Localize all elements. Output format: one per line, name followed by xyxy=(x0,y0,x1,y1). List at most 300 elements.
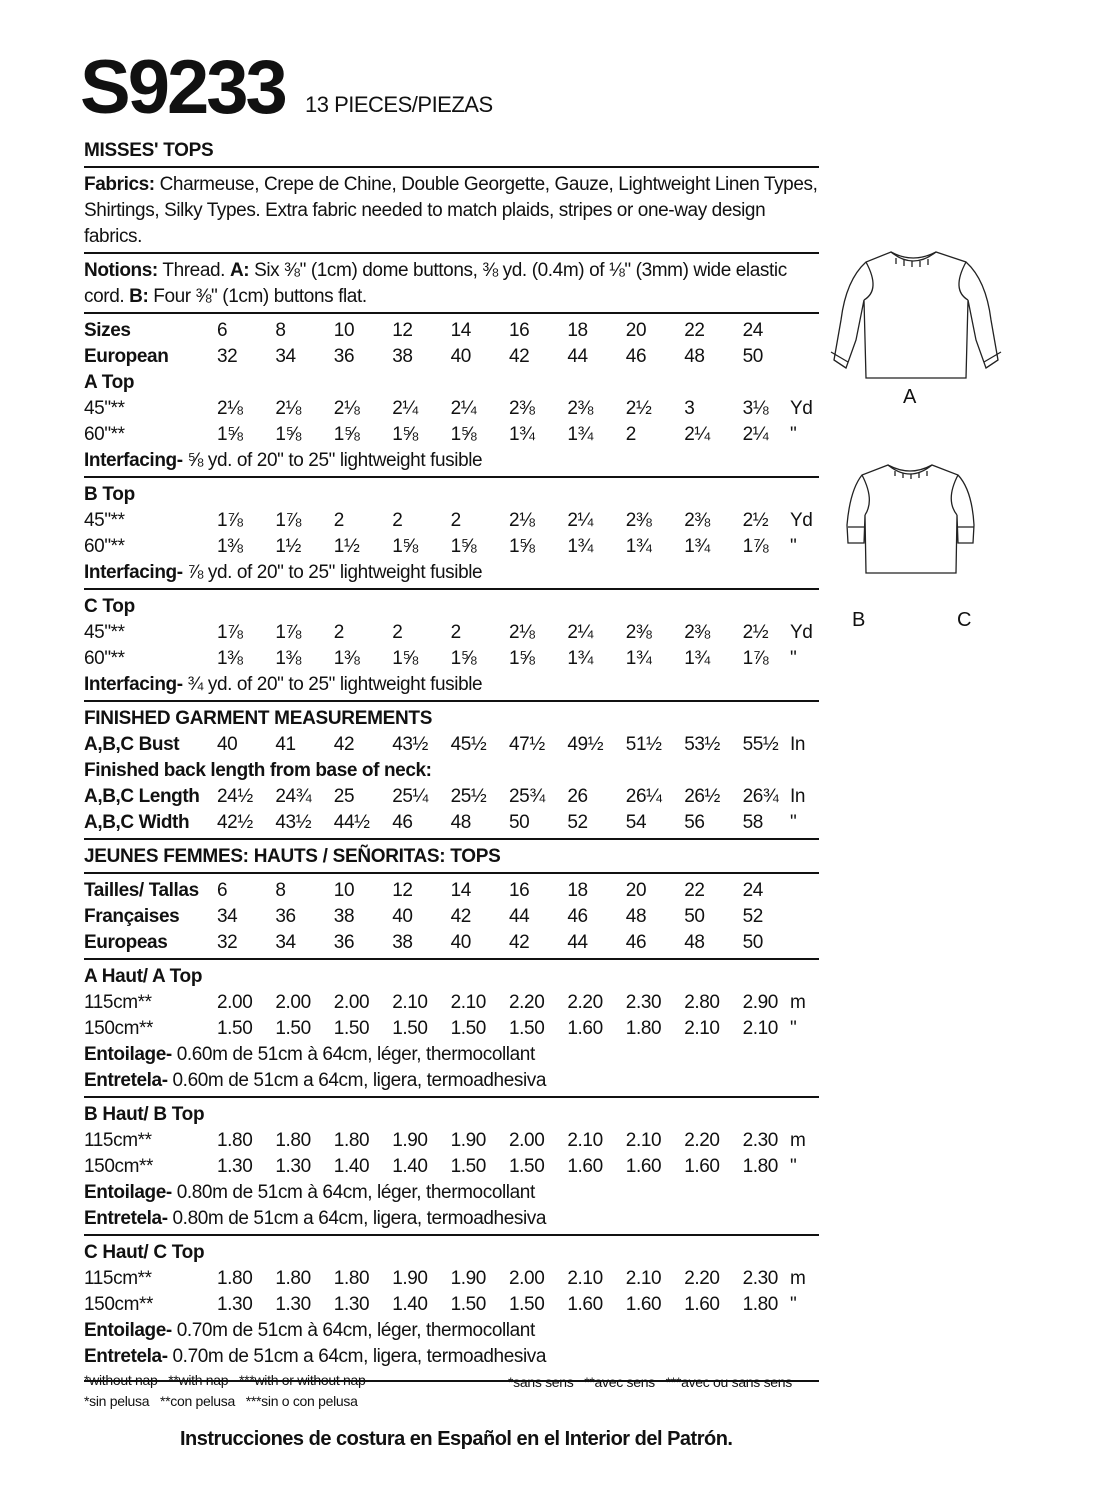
table-cell: 1⅞ xyxy=(742,648,769,669)
view-b-c-illustration xyxy=(840,455,980,580)
table-cell: 2⅛ xyxy=(509,622,535,643)
table-row xyxy=(84,810,819,836)
note-text: 0.70m de 51cm à 64cm, léger, thermocollant xyxy=(171,1320,535,1341)
table-cell: 1⅝ xyxy=(275,424,302,445)
table-cell: 1⅜ xyxy=(217,536,243,557)
view-a-label: A xyxy=(903,386,917,408)
unit-label: " xyxy=(790,812,797,833)
row-label: 45"** xyxy=(84,398,125,419)
table-cell: 50 xyxy=(742,932,763,953)
row-label: 60"** xyxy=(84,424,125,445)
table-cell: 1⅝ xyxy=(217,424,243,445)
table-cell: 1.50 xyxy=(275,1018,311,1039)
table-cell: 2⅜ xyxy=(625,622,652,643)
table-cell: 1¾ xyxy=(567,424,594,445)
divider xyxy=(84,1096,819,1098)
table-cell: 2.10 xyxy=(392,992,428,1013)
section-heading: B Top xyxy=(84,484,135,505)
table-cell: 1½ xyxy=(333,536,360,557)
table-cell: 52 xyxy=(742,906,763,927)
table-cell: 1¾ xyxy=(684,648,710,669)
table-cell: 12 xyxy=(392,320,413,341)
table-cell: 47½ xyxy=(509,734,545,755)
row-label: 45"** xyxy=(84,622,125,643)
table-cell: 51½ xyxy=(625,734,662,755)
table-cell: 1.80 xyxy=(275,1130,311,1151)
table-cell: 1¾ xyxy=(567,536,594,557)
table-cell: 2.90 xyxy=(742,992,778,1013)
table-cell: 2 xyxy=(392,622,403,643)
note-label: Entoilage- xyxy=(84,1182,172,1203)
table-cell: 1.90 xyxy=(450,1268,486,1289)
note-text: 0.80m de 51cm a 64cm, ligera, termoadhesiva xyxy=(167,1208,547,1229)
table-cell: 16 xyxy=(509,880,530,901)
table-cell: 2¼ xyxy=(450,398,477,419)
table-cell: 2.00 xyxy=(509,1268,545,1289)
notions-label: Notions: xyxy=(84,260,158,281)
table-cell: 46 xyxy=(625,932,647,953)
table-cell: 1½ xyxy=(275,536,302,557)
table-cell: 1.30 xyxy=(275,1294,311,1315)
section-heading: C Top xyxy=(84,596,135,617)
table-cell: 2⅛ xyxy=(509,510,535,531)
table-cell: 34 xyxy=(217,906,238,927)
table-cell: 48 xyxy=(625,906,647,927)
table-cell: 2.20 xyxy=(684,1130,720,1151)
table-cell: 49½ xyxy=(567,734,604,755)
table-cell: 10 xyxy=(333,880,355,901)
section-heading: B Haut/ B Top xyxy=(84,1104,205,1125)
table-cell: 1.50 xyxy=(450,1294,486,1315)
table-cell: 1.80 xyxy=(333,1268,370,1289)
table-cell: 1⅜ xyxy=(333,648,360,669)
table-cell: 52 xyxy=(567,812,588,833)
table-cell: 1.80 xyxy=(217,1130,253,1151)
table-cell: 1.40 xyxy=(333,1156,370,1177)
table-cell: 8 xyxy=(275,880,286,901)
unit-label: " xyxy=(790,1156,797,1177)
note-line xyxy=(84,1042,819,1068)
table-cell: 1.60 xyxy=(625,1294,662,1315)
unit-label: " xyxy=(790,424,797,445)
yardage-table xyxy=(84,318,819,1370)
table-cell: 1.50 xyxy=(450,1018,486,1039)
table-cell: 1.50 xyxy=(333,1018,370,1039)
note-label: Finished back length from base of neck: xyxy=(84,760,432,781)
row-label: European xyxy=(84,346,169,367)
table-cell: 1⅝ xyxy=(450,648,477,669)
table-cell: 2¼ xyxy=(567,510,594,531)
divider xyxy=(84,588,819,590)
unit-label: In xyxy=(790,734,806,755)
table-cell: 1.90 xyxy=(392,1268,428,1289)
row-label: 115cm** xyxy=(84,1130,152,1151)
view-b-label: B xyxy=(852,609,866,631)
footnote-french: *sans sens **avec sens ***avec ou sans sens xyxy=(508,1374,792,1390)
table-cell: 2.00 xyxy=(217,992,253,1013)
table-cell: 2.10 xyxy=(625,1268,662,1289)
table-cell: 6 xyxy=(217,880,228,901)
table-cell: 22 xyxy=(684,320,705,341)
notions-part: Four ⅜" (1cm) buttons flat. xyxy=(148,286,367,307)
note-line xyxy=(84,448,819,474)
footnote-spanish: *sin pelusa **con pelusa ***sin o con pelusa xyxy=(84,1393,358,1409)
unit-label: Yd xyxy=(790,510,813,531)
table-cell: 36 xyxy=(333,346,355,367)
table-cell: 1.80 xyxy=(333,1130,370,1151)
table-row xyxy=(84,344,819,370)
table-cell: 42 xyxy=(509,932,530,953)
table-row xyxy=(84,1266,819,1292)
table-cell: 2 xyxy=(450,510,461,531)
table-cell: 2.10 xyxy=(450,992,486,1013)
notions-view-a: A: xyxy=(229,260,250,281)
row-label: 45"** xyxy=(84,510,125,531)
table-cell: 10 xyxy=(333,320,355,341)
footnotes xyxy=(84,1370,819,1412)
row-label: 60"** xyxy=(84,648,125,669)
table-cell: 40 xyxy=(450,932,471,953)
table-cell: 48 xyxy=(450,812,471,833)
row-label: A,B,C Length xyxy=(84,786,200,807)
table-cell: 18 xyxy=(567,320,588,341)
table-row xyxy=(84,990,819,1016)
table-cell: 2.10 xyxy=(625,1130,662,1151)
table-cell: 1⅝ xyxy=(450,424,477,445)
note-text: 0.60m de 51cm a 64cm, ligera, termoadhesiva xyxy=(167,1070,547,1091)
row-label: Françaises xyxy=(84,906,180,927)
table-cell: 55½ xyxy=(742,734,779,755)
fabrics-list: Charmeuse, Crepe de Chine, Double Georgette, Gauze, Lightweight Linen Types, Shirtings, Silky Types. Extra fabric needed to match plaids, stripes or one-way design fabrics. xyxy=(84,174,818,247)
row-label: A,B,C Bust xyxy=(84,734,180,755)
table-cell: 42 xyxy=(509,346,530,367)
unit-label: In xyxy=(790,786,806,807)
unit-label: Yd xyxy=(790,622,813,643)
table-cell: 2.20 xyxy=(567,992,603,1013)
row-label: Sizes xyxy=(84,320,131,341)
table-cell: 44 xyxy=(567,932,588,953)
note-line xyxy=(84,672,819,698)
table-cell: 1⅝ xyxy=(333,424,360,445)
table-cell: 1⅝ xyxy=(392,424,418,445)
table-cell: 1.60 xyxy=(567,1018,603,1039)
table-cell: 1.50 xyxy=(509,1018,545,1039)
row-label: A,B,C Width xyxy=(84,812,190,833)
table-cell: 1.60 xyxy=(684,1294,720,1315)
table-cell: 2.30 xyxy=(742,1268,778,1289)
table-cell: 45½ xyxy=(450,734,487,755)
table-cell: 2½ xyxy=(742,622,769,643)
table-cell: 1⅞ xyxy=(275,510,302,531)
table-cell: 2.10 xyxy=(742,1018,778,1039)
table-cell: 50 xyxy=(684,906,705,927)
table-cell: 41 xyxy=(275,734,296,755)
table-cell: 1.30 xyxy=(217,1294,253,1315)
table-cell: 1.80 xyxy=(742,1294,778,1315)
table-cell: 2.20 xyxy=(684,1268,720,1289)
table-cell: 1⅜ xyxy=(275,648,302,669)
table-row xyxy=(84,620,819,646)
row-label: 60"** xyxy=(84,536,125,557)
table-cell: 1.50 xyxy=(217,1018,253,1039)
table-row xyxy=(84,318,819,344)
note-line xyxy=(84,1068,819,1094)
table-cell: 40 xyxy=(450,346,471,367)
table-row xyxy=(84,396,819,422)
table-cell: 25½ xyxy=(450,786,487,807)
table-cell: 1⅝ xyxy=(450,536,477,557)
table-cell: 24½ xyxy=(217,786,253,807)
table-cell: 2⅜ xyxy=(509,398,535,419)
table-cell: 25¾ xyxy=(509,786,545,807)
note-label: Interfacing- xyxy=(84,450,183,471)
table-cell: 2¼ xyxy=(742,424,769,445)
note-text: ¾ yd. of 20" to 25" lightweight fusible xyxy=(182,674,483,695)
table-cell: 36 xyxy=(275,906,296,927)
unit-label: m xyxy=(790,992,806,1013)
table-cell: 2.00 xyxy=(509,1130,545,1151)
table-cell: 38 xyxy=(333,906,355,927)
table-cell: 2.20 xyxy=(509,992,545,1013)
table-cell: 1.50 xyxy=(509,1294,545,1315)
table-cell: 58 xyxy=(742,812,763,833)
table-cell: 34 xyxy=(275,932,296,953)
note-line xyxy=(84,758,819,784)
table-cell: 42½ xyxy=(217,812,253,833)
divider xyxy=(84,166,819,168)
table-cell: 2.10 xyxy=(567,1268,603,1289)
table-cell: 26¾ xyxy=(742,786,779,807)
table-cell: 1⅞ xyxy=(217,622,243,643)
table-row xyxy=(84,646,819,672)
note-text: ⅝ yd. of 20" to 25" lightweight fusible xyxy=(182,450,483,471)
table-cell: 32 xyxy=(217,932,238,953)
unit-label: " xyxy=(790,1018,797,1039)
table-cell: 20 xyxy=(625,880,647,901)
table-cell: 1.80 xyxy=(742,1156,778,1177)
section-heading: JEUNES FEMMES: HAUTS / SEÑORITAS: TOPS xyxy=(84,846,501,867)
row-label: 115cm** xyxy=(84,992,152,1013)
yardage-panel xyxy=(84,138,819,1386)
table-cell: 32 xyxy=(217,346,238,367)
section-heading: FINISHED GARMENT MEASUREMENTS xyxy=(84,708,433,729)
table-cell: 2.80 xyxy=(684,992,720,1013)
table-row xyxy=(84,904,819,930)
unit-label: " xyxy=(790,648,797,669)
table-cell: 44 xyxy=(567,346,588,367)
table-cell: 2 xyxy=(333,622,344,643)
table-cell: 2⅜ xyxy=(625,510,652,531)
table-cell: 3⅛ xyxy=(742,398,769,419)
table-cell: 50 xyxy=(509,812,530,833)
note-label: Entretela- xyxy=(84,1070,168,1091)
table-row xyxy=(84,1292,819,1318)
table-cell: 1.60 xyxy=(567,1156,603,1177)
table-cell: 46 xyxy=(567,906,588,927)
table-cell: 2⅛ xyxy=(275,398,302,419)
section-heading: A Top xyxy=(84,372,135,393)
table-cell: 26¼ xyxy=(625,786,662,807)
table-cell: 54 xyxy=(625,812,647,833)
table-cell: 1.60 xyxy=(567,1294,603,1315)
table-row xyxy=(84,878,819,904)
table-cell: 46 xyxy=(392,812,413,833)
divider xyxy=(84,958,819,960)
table-cell: 2½ xyxy=(625,398,652,419)
table-cell: 1.60 xyxy=(625,1156,662,1177)
table-cell: 16 xyxy=(509,320,530,341)
note-label: Interfacing- xyxy=(84,562,183,583)
section-heading: A Haut/ A Top xyxy=(84,966,203,987)
table-cell: 20 xyxy=(625,320,647,341)
table-cell: 42 xyxy=(450,906,471,927)
table-cell: 43½ xyxy=(275,812,312,833)
table-cell: 2⅜ xyxy=(567,398,594,419)
table-cell: 2⅛ xyxy=(333,398,360,419)
row-label: 150cm** xyxy=(84,1294,154,1315)
divider xyxy=(84,252,819,254)
table-cell: 3 xyxy=(684,398,695,419)
table-cell: 1⅝ xyxy=(392,536,418,557)
table-cell: 8 xyxy=(275,320,286,341)
divider xyxy=(84,476,819,478)
table-cell: 24 xyxy=(742,320,763,341)
table-row xyxy=(84,1154,819,1180)
table-cell: 1.80 xyxy=(275,1268,311,1289)
fabrics-label: Fabrics: xyxy=(84,174,155,195)
table-cell: 2 xyxy=(333,510,344,531)
table-cell: 1¾ xyxy=(567,648,594,669)
note-label: Entoilage- xyxy=(84,1320,172,1341)
table-cell: 2 xyxy=(625,424,636,445)
table-row xyxy=(84,422,819,448)
table-cell: 43½ xyxy=(392,734,428,755)
table-row xyxy=(84,732,819,758)
table-cell: 1¾ xyxy=(684,536,710,557)
note-line xyxy=(84,1318,819,1344)
table-row xyxy=(84,930,819,956)
table-cell: 53½ xyxy=(684,734,720,755)
table-cell: 18 xyxy=(567,880,588,901)
fabrics-text xyxy=(84,172,819,250)
row-label: Europeas xyxy=(84,932,168,953)
unit-label: Yd xyxy=(790,398,813,419)
table-cell: 1.50 xyxy=(450,1156,486,1177)
table-cell: 1⅜ xyxy=(217,648,243,669)
note-label: Interfacing- xyxy=(84,674,183,695)
table-cell: 2.10 xyxy=(567,1130,603,1151)
table-cell: 40 xyxy=(217,734,238,755)
unit-label: m xyxy=(790,1268,806,1289)
table-cell: 1⅞ xyxy=(217,510,243,531)
table-cell: 42 xyxy=(333,734,355,755)
table-cell: 1¾ xyxy=(509,424,535,445)
table-cell: 1⅝ xyxy=(509,536,535,557)
table-cell: 1.30 xyxy=(217,1156,253,1177)
table-cell: 34 xyxy=(275,346,296,367)
table-cell: 14 xyxy=(450,880,471,901)
table-cell: 48 xyxy=(684,932,705,953)
spanish-instructions-note: Instrucciones de costura en Español en el Interior del Patrón. xyxy=(180,1428,733,1450)
note-text: 0.60m de 51cm à 64cm, léger, thermocollant xyxy=(171,1044,535,1065)
table-cell: 1⅝ xyxy=(509,648,535,669)
table-row xyxy=(84,508,819,534)
divider xyxy=(84,1234,819,1236)
table-cell: 56 xyxy=(684,812,705,833)
table-cell: 38 xyxy=(392,932,413,953)
pattern-title: MISSES' TOPS xyxy=(84,140,214,161)
table-cell: 38 xyxy=(392,346,413,367)
row-label: Tailles/ Tallas xyxy=(84,880,199,901)
note-line xyxy=(84,1344,819,1370)
table-cell: 1.90 xyxy=(450,1130,486,1151)
table-cell: 2⅜ xyxy=(684,622,710,643)
table-cell: 12 xyxy=(392,880,413,901)
table-cell: 2¼ xyxy=(567,622,594,643)
table-cell: 1.80 xyxy=(217,1268,253,1289)
table-cell: 1.80 xyxy=(625,1018,662,1039)
table-cell: 46 xyxy=(625,346,647,367)
note-text: 0.80m de 51cm à 64cm, léger, thermocollant xyxy=(171,1182,535,1203)
note-line xyxy=(84,1206,819,1232)
row-label: 150cm** xyxy=(84,1018,154,1039)
notions-part: Six ⅜" (1cm) dome buttons, ⅜ yd. (0.4m) of ⅛" (3mm) wide elastic cord. xyxy=(84,260,787,307)
table-cell: 1.40 xyxy=(392,1156,428,1177)
table-cell: 24¾ xyxy=(275,786,312,807)
table-row xyxy=(84,1128,819,1154)
table-cell: 1.50 xyxy=(509,1156,545,1177)
table-cell: 1¾ xyxy=(625,536,652,557)
table-cell: 2⅛ xyxy=(217,398,243,419)
table-cell: 1.60 xyxy=(684,1156,720,1177)
table-cell: 22 xyxy=(684,880,705,901)
unit-label: " xyxy=(790,1294,797,1315)
table-cell: 1¾ xyxy=(625,648,652,669)
note-label: Entoilage- xyxy=(84,1044,172,1065)
divider xyxy=(84,700,819,702)
table-cell: 6 xyxy=(217,320,228,341)
table-cell: 1⅞ xyxy=(275,622,302,643)
note-line xyxy=(84,1180,819,1206)
view-a-illustration xyxy=(826,240,1006,385)
table-cell: 2.00 xyxy=(275,992,311,1013)
table-cell: 2.10 xyxy=(684,1018,720,1039)
table-cell: 50 xyxy=(742,346,763,367)
divider xyxy=(84,838,819,840)
table-cell: 26½ xyxy=(684,786,720,807)
row-label: 115cm** xyxy=(84,1268,152,1289)
table-cell: 2½ xyxy=(742,510,769,531)
table-cell: 36 xyxy=(333,932,355,953)
table-cell: 2⅜ xyxy=(684,510,710,531)
table-cell: 44½ xyxy=(333,812,370,833)
table-cell: 48 xyxy=(684,346,705,367)
table-cell: 2.30 xyxy=(625,992,662,1013)
piece-count: 13 PIECES/PIEZAS xyxy=(305,92,493,117)
note-label: Entretela- xyxy=(84,1208,168,1229)
table-cell: 24 xyxy=(742,880,763,901)
section-heading: C Haut/ C Top xyxy=(84,1242,205,1263)
pattern-number: S9233 xyxy=(80,45,285,130)
footnote-english: *without nap **with nap ***with or without nap xyxy=(84,1372,366,1388)
table-cell: 14 xyxy=(450,320,471,341)
table-cell: 2.30 xyxy=(742,1130,778,1151)
table-cell: 1⅞ xyxy=(742,536,769,557)
table-cell: 44 xyxy=(509,906,530,927)
unit-label: " xyxy=(790,536,797,557)
notions-view-b: B: xyxy=(129,286,149,307)
table-cell: 2¼ xyxy=(392,398,418,419)
